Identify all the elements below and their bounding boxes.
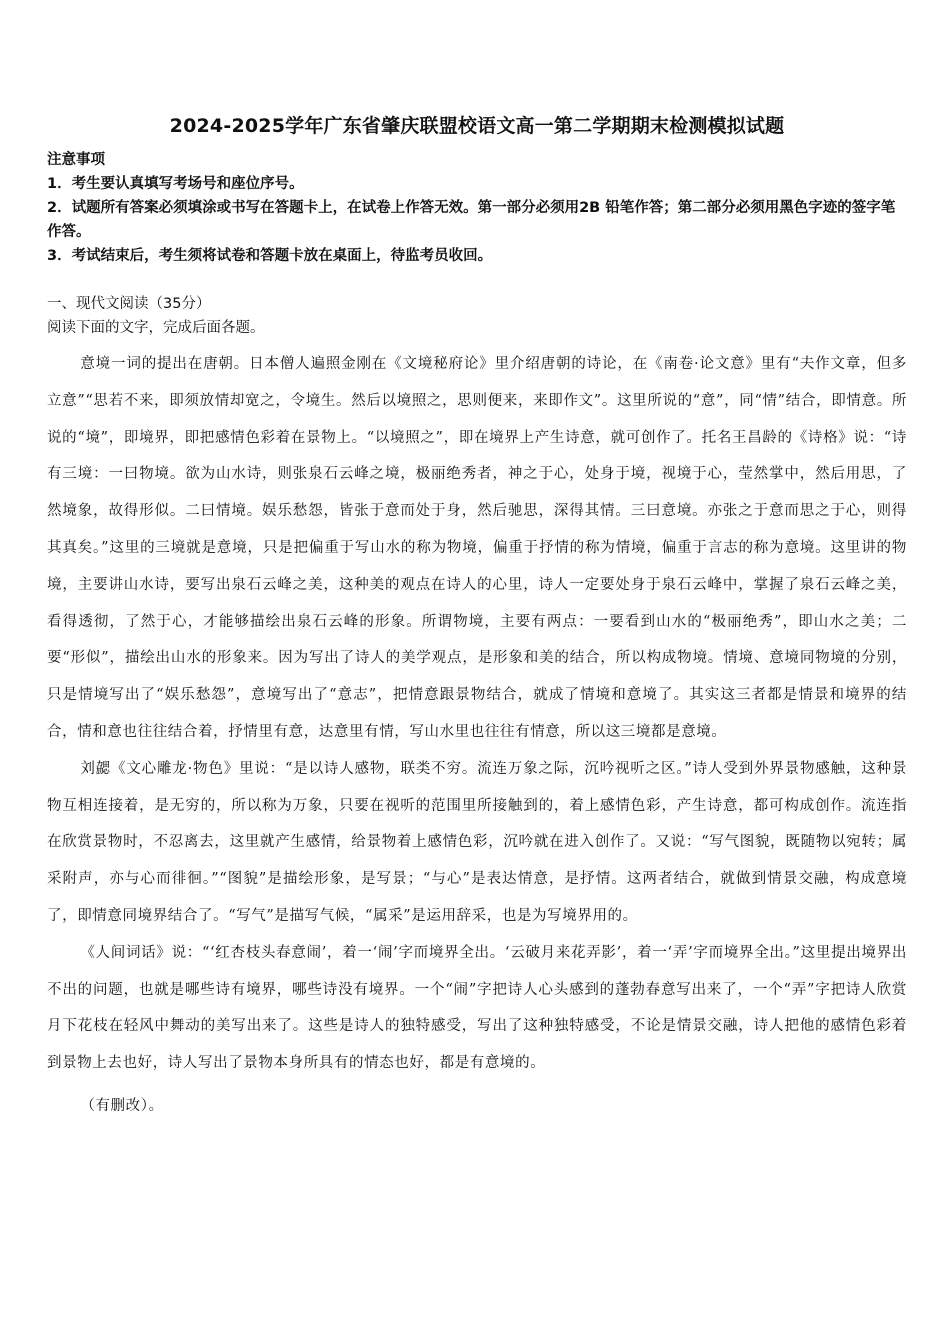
section-heading: 一、现代文阅读（35分）: [47, 296, 211, 312]
reading-passage: [47, 346, 907, 1125]
notice-block: [47, 148, 907, 268]
exam-page: [47, 112, 907, 1125]
passage-paragraph: 意境一词的提出在唐朝。日本僧人遍照金刚在《文境秘府论》里介绍唐朝的诗论，在《南卷·论文意》里有“夫作文章，但多立意”“思若不来，即须放情却宽之，令境生。然后以境照之，思则便来，来即作文”。这里所说的“意”，同“情”结合，即情意。所说的“境”，即境界，即把感情色彩着在景物上。“以境照之”，即在境界上产生诗意，就可创作了。托名王昌龄的《诗格》说：“诗有三境：一曰物境。欲为山水诗，则张泉石云峰之境，极丽绝秀者，神之于心，处身于境，视境于心，莹然掌中，然后用思，了然境象，故得形似。二曰情境。娱乐愁怨，皆张于意而处于身，然后驰思，深得其情。三曰意境。亦张之于意而思之于心，则得其真矣。”这里的三境就是意境，只是把偏重于写山水的称为物境，偏重于抒情的称为情境，偏重于言志的称为意境。这里讲的物境，主要讲山水诗，要写出泉石云峰之美，这种美的观点在诗人的心里，诗人一定要处身于泉石云峰中，掌握了泉石云峰之美，看得透彻，了然于心，才能够描绘出泉石云峰的形象。所谓物境，主要有两点：一要看到山水的“极丽绝秀”，即山水之美；二要“形似”，描绘出山水的形象来。因为写出了诗人的美学观点，是形象和美的结合，所以构成物境。情境、意境同物境的分别，只是情境写出了“娱乐愁怨”，意境写出了“意志”，把情意跟景物结合，就成了情境和意境了。其实这三者都是情景和境界的结合，情和意也往往结合着，抒情里有意，达意里有情，写山水里也往往有情意，所以这三境都是意境。: [47, 356, 907, 740]
notice-item: 3．考试结束后，考生须将试卷和答题卡放在桌面上，待监考员收回。: [47, 248, 493, 264]
exam-title: 2024-2025学年广东省肇庆联盟校语文高一第二学期期末检测模拟试题: [169, 115, 785, 137]
source-note: （有删改）。: [80, 1097, 164, 1114]
section-instruction: 阅读下面的文字，完成后面各题。: [47, 320, 265, 336]
notice-item: 1．考生要认真填写考场号和座位序号。: [47, 176, 304, 192]
passage-paragraph: 刘勰《文心雕龙·物色》里说：“是以诗人感物，联类不穷。流连万象之际，沉吟视听之区。”诗人受到外界景物感触，这种景物互相连接着，是无穷的，所以称为万象，只要在视听的范围里所接触到的，着上感情色彩，产生诗意，都可构成创作。流连指在欣赏景物时，不忍离去，这里就产生感情，给景物着上感情色彩，沉吟就在进入创作了。又说：“写气图貌，既随物以宛转；属采附声，亦与心而徘徊。”“图貌”是描绘形象，是写景；“与心”是表达情意，是抒情。这两者结合，就做到情景交融，构成意境了，即情意同境界结合了。“写气”是描写气候，“属采”是运用辞采，也是为写境界用的。: [47, 760, 907, 924]
passage-paragraph: 《人间词话》说：“‘红杏枝头春意闹’，着一‘闹’字而境界全出。‘云破月来花弄影’，着一‘弄’字而境界全出。”这里提出境界出不出的问题，也就是哪些诗有境界，哪些诗没有境界。一个“闹”字把诗人心头感到的蓬勃春意写出来了，一个“弄”字把诗人欣赏月下花枝在轻风中舞动的美写出来了。这些是诗人的独特感受，写出了这种独特感受，不论是情景交融，诗人把他的感情色彩着到景物上去也好，诗人写出了景物本身所具有的情态也好，都是有意境的。: [47, 944, 907, 1072]
notice-heading: 注意事项: [47, 152, 105, 168]
notice-item: 2．试题所有答案必须填涂或书写在答题卡上，在试卷上作答无效。第一部分必须用2B 铅笔作答；第二部分必须用黑色字迹的签字笔作答。: [47, 200, 896, 240]
